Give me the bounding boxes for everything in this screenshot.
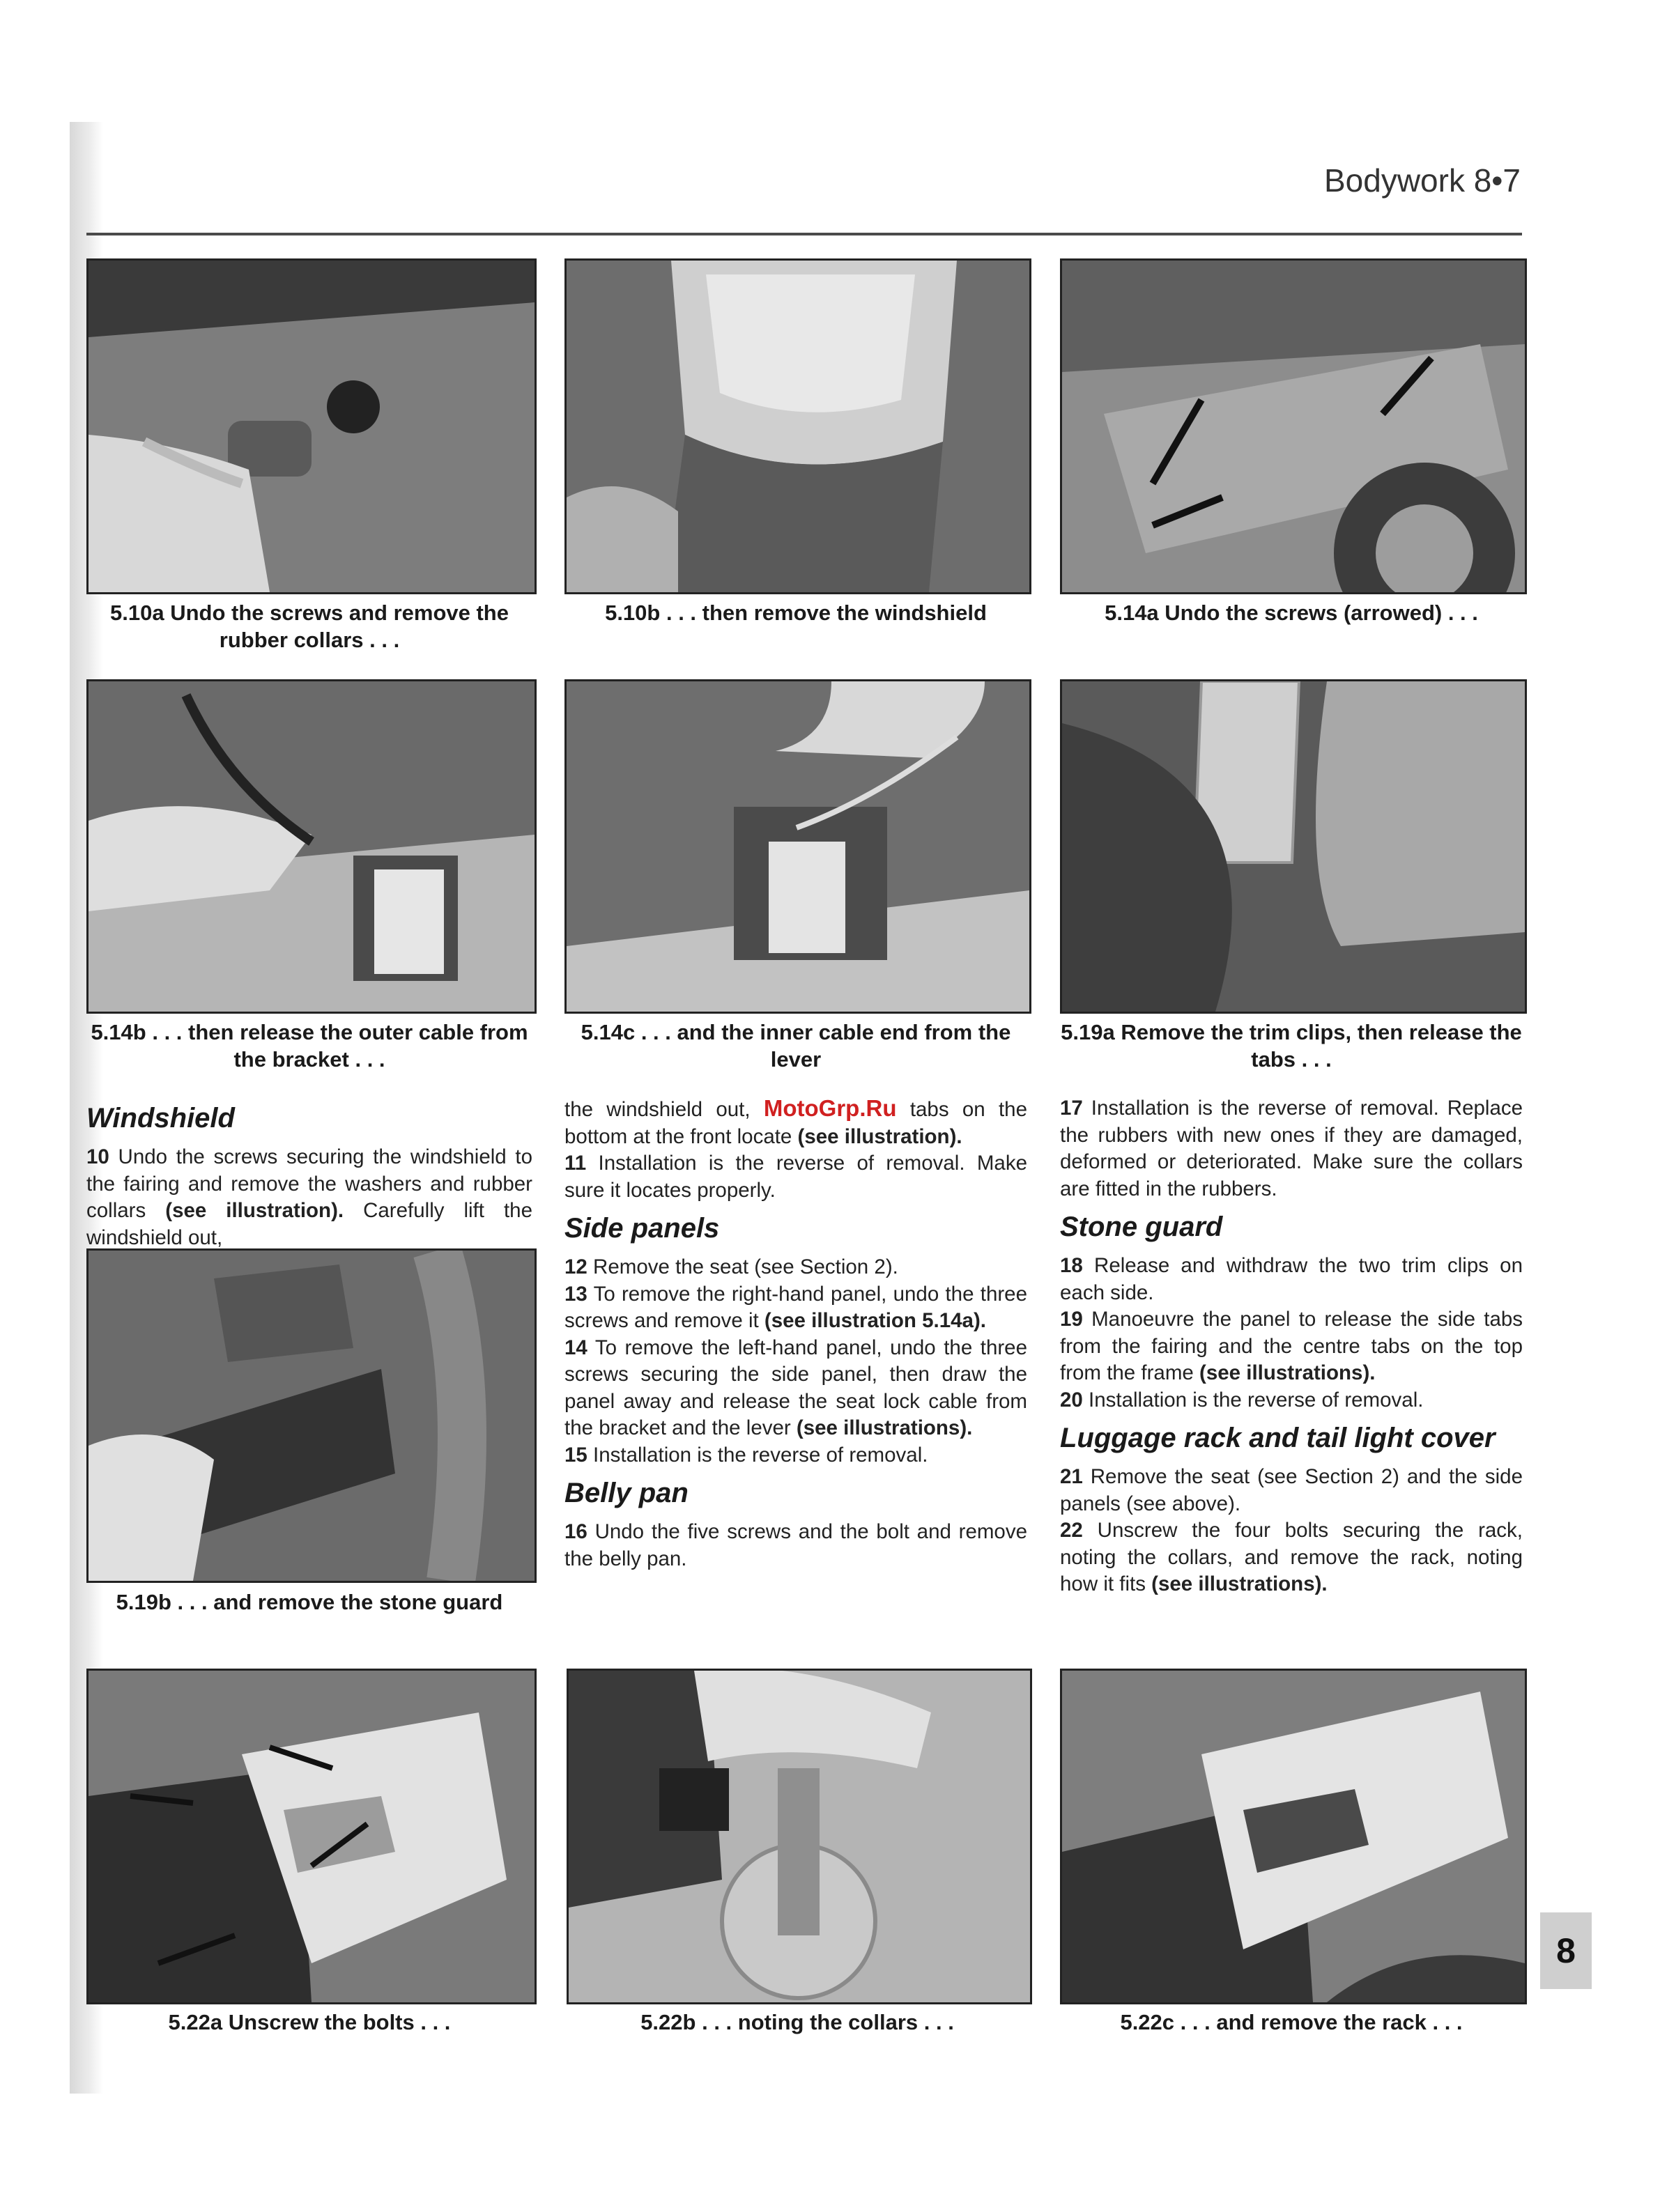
caption-5-10b: 5.10b . . . then remove the windshield — [605, 601, 987, 625]
paragraph-13: 13 To remove the right-hand panel, undo the three screws and remove it (see illustration 5.14a). — [564, 1282, 1027, 1332]
caption-5-19a: 5.19a Remove the trim clips, then release the tabs . . . — [1061, 1020, 1522, 1072]
paragraph-10: 10 Undo the screws securing the windshield to the fairing and remove the washers and rubber collars (see illustration). Carefully lift the windshield out, — [86, 1145, 532, 1249]
text-column-3 — [1060, 1095, 1523, 1598]
section-title-belly-pan: Belly pan — [564, 1478, 689, 1508]
paragraph-19: 19 Manoeuvre the panel to release the side tabs from the fairing and the centre tabs on the top from the frame (see illustrations). — [1060, 1308, 1523, 1384]
paragraph-15: 15 Installation is the reverse of removal. — [564, 1443, 928, 1467]
page-header: Bodywork 8•7 — [1323, 162, 1521, 199]
paragraph-10-cont: the windshield out, MotoGrp.Ru tabs on the bottom at the front locate (see illustration). — [564, 1095, 1027, 1148]
paragraph-11: 11 Installation is the reverse of removal. Make sure it locates properly. — [564, 1152, 1027, 1202]
caption-5-22a: 5.22a Unscrew the bolts . . . — [168, 2010, 451, 2034]
text-column-2 — [564, 1095, 1027, 1572]
paragraph-14: 14 To remove the left-hand panel, undo the three screws securing the side panel, then draw the panel away and release the seat lock cable from the bracket and the lever (see illustrations). — [564, 1336, 1027, 1439]
caption-5-14b: 5.14b . . . then release the outer cable from the bracket . . . — [91, 1020, 528, 1072]
caption-5-22b: 5.22b . . . noting the collars . . . — [640, 2010, 954, 2034]
caption-5-14a: 5.14a Undo the screws (arrowed) . . . — [1105, 601, 1478, 625]
watermark: MotoGrp.Ru — [763, 1095, 897, 1121]
photo-5-14b — [86, 679, 537, 1014]
photo-5-14c — [564, 679, 1031, 1014]
paragraph-22: 22 Unscrew the four bolts securing the rack, noting the collars, and remove the rack, noting how it fits (see illustrations). — [1060, 1519, 1523, 1595]
photo-5-10b — [564, 258, 1031, 594]
photo-5-19b — [86, 1248, 537, 1583]
section-title-stone-guard: Stone guard — [1060, 1212, 1223, 1242]
caption-5-14c: 5.14c . . . and the inner cable end from the lever — [581, 1020, 1011, 1072]
paragraph-16: 16 Undo the five screws and the bolt and remove the belly pan. — [564, 1520, 1027, 1570]
paragraph-18: 18 Release and withdraw the two trim clips on each side. — [1060, 1254, 1523, 1304]
caption-5-22c: 5.22c . . . and remove the rack . . . — [1120, 2010, 1463, 2034]
section-title-luggage-rack: Luggage rack and tail light cover — [1060, 1423, 1496, 1453]
paragraph-12: 12 Remove the seat (see Section 2). — [564, 1255, 898, 1278]
photo-5-10a — [86, 258, 537, 594]
photo-5-22a — [86, 1669, 537, 2004]
caption-5-19b: 5.19b . . . and remove the stone guard — [116, 1590, 503, 1614]
photo-5-19a — [1060, 679, 1527, 1014]
text-column-1 — [86, 1094, 532, 1251]
chapter-tab: 8 — [1540, 1912, 1592, 1989]
section-title-windshield: Windshield — [86, 1103, 235, 1134]
photo-5-22b — [567, 1669, 1032, 2004]
header-rule — [86, 233, 1522, 235]
photo-5-22c — [1060, 1669, 1527, 2004]
section-title-side-panels: Side panels — [564, 1213, 720, 1244]
paragraph-20: 20 Installation is the reverse of removal. — [1060, 1388, 1424, 1411]
paragraph-21: 21 Remove the seat (see Section 2) and the side panels (see above). — [1060, 1465, 1523, 1515]
photo-5-14a — [1060, 258, 1527, 594]
paragraph-17: 17 Installation is the reverse of removal. Replace the rubbers with new ones if they are damaged, deformed or deteriorated. Make sure the collars are fitted in the rubbers. — [1060, 1097, 1523, 1200]
caption-5-10a: 5.10a Undo the screws and remove the rubber collars . . . — [109, 601, 509, 652]
